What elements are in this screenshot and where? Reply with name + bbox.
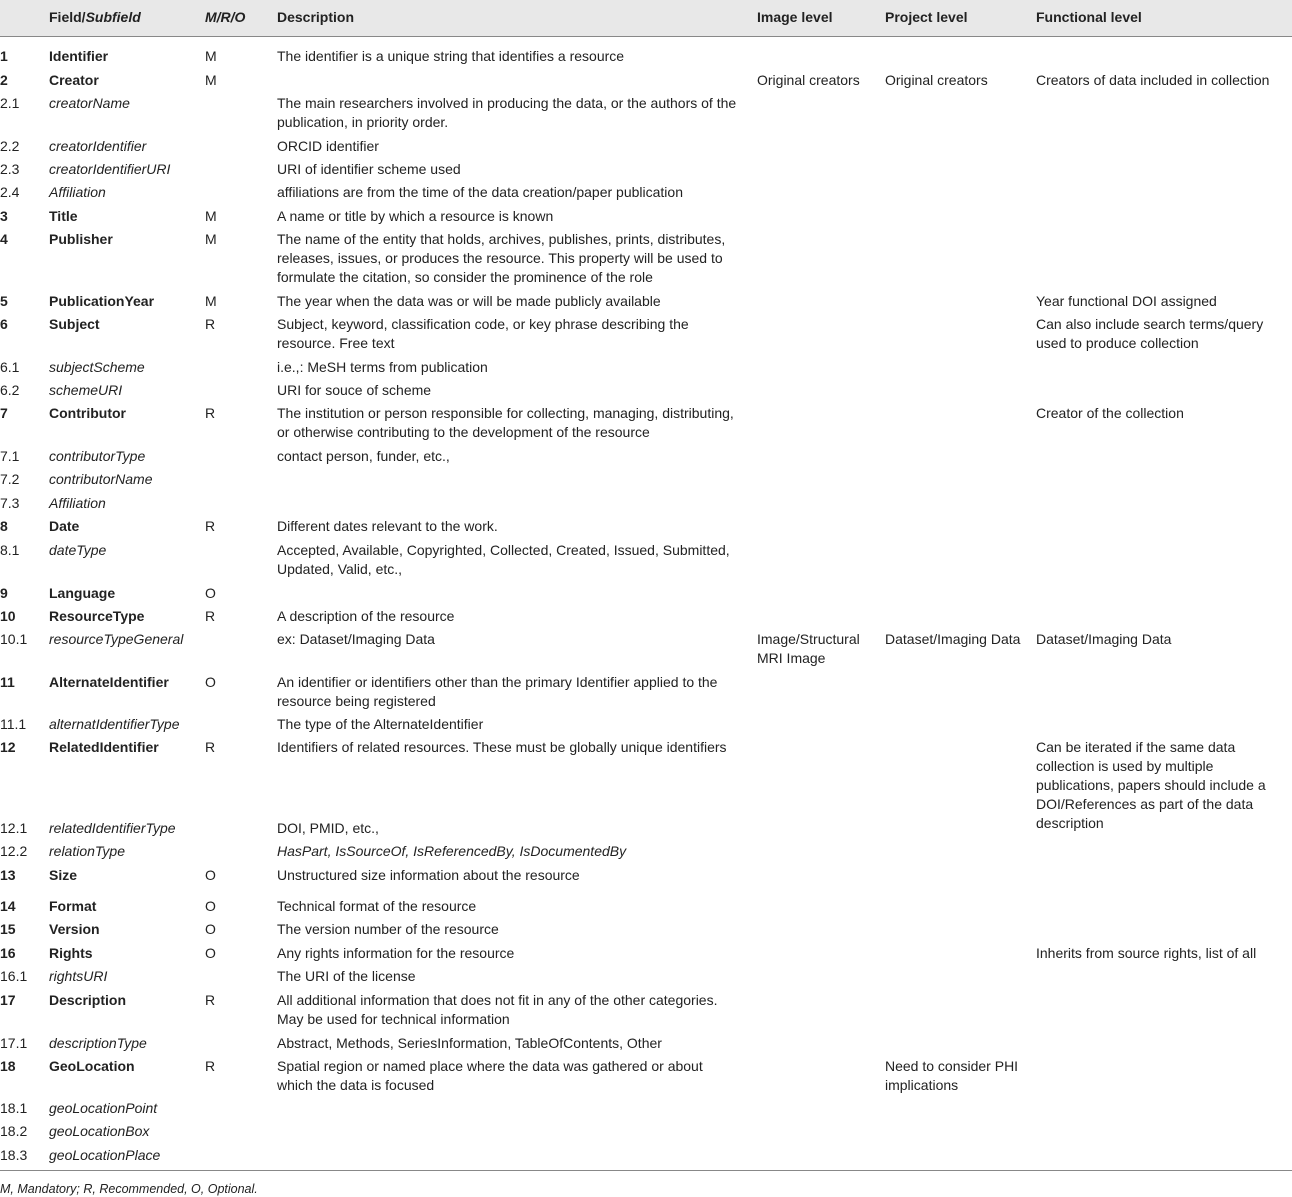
cell-num: 16.1 — [0, 968, 28, 984]
cell-field: contributorName — [49, 471, 153, 487]
cell-field: relatedIdentifierType — [49, 820, 176, 836]
cell-field: Publisher — [49, 231, 113, 247]
cell-num: 8.1 — [0, 542, 20, 558]
header-functional-level: Functional level — [1036, 9, 1142, 25]
table-bottom-rule — [0, 1170, 1292, 1171]
cell-field: Creator — [49, 72, 99, 88]
cell-mro: R — [205, 739, 216, 755]
cell-field: Format — [49, 898, 97, 914]
cell-desc: Technical format of the resource — [277, 898, 477, 914]
cell-field: dateType — [49, 542, 107, 558]
cell-func: Year functional DOI assigned — [1036, 293, 1217, 309]
cell-desc: A description of the resource — [277, 608, 455, 624]
cell-img: Original creators — [757, 72, 860, 88]
cell-field: Title — [49, 208, 78, 224]
cell-field: rightsURI — [49, 968, 108, 984]
cell-field: Identifier — [49, 48, 109, 64]
header-mro: M/R/O — [205, 9, 246, 25]
cell-desc: An identifier or identifiers other than the primary Identifier applied to the resource being registered — [277, 674, 718, 709]
cell-mro: R — [205, 608, 216, 624]
cell-field: contributorType — [49, 448, 146, 464]
cell-field: Description — [49, 992, 127, 1008]
table-header — [0, 0, 1292, 37]
cell-num: 17 — [0, 992, 16, 1008]
cell-proj: Original creators — [885, 72, 988, 88]
cell-desc: Accepted, Available, Copyrighted, Collected, Created, Issued, Submitted, Updated, Valid, etc., — [277, 542, 730, 577]
cell-num: 6.1 — [0, 359, 20, 375]
cell-num: 7.3 — [0, 495, 20, 511]
cell-num: 18.3 — [0, 1147, 28, 1163]
cell-field: alternatIdentifierType — [49, 716, 180, 732]
cell-mro: M — [205, 208, 217, 224]
header-project-level: Project level — [885, 9, 968, 25]
cell-field: creatorIdentifierURI — [49, 161, 171, 177]
cell-field: descriptionType — [49, 1035, 147, 1051]
cell-mro: R — [205, 1058, 216, 1074]
cell-desc: Identifiers of related resources. These must be globally unique identifiers — [277, 739, 727, 755]
cell-num: 13 — [0, 867, 16, 883]
cell-num: 2.1 — [0, 95, 20, 111]
cell-mro: R — [205, 405, 216, 421]
cell-num: 6 — [0, 316, 8, 332]
cell-num: 3 — [0, 208, 8, 224]
cell-desc: Spatial region or named place where the data was gathered or about which the data is focused — [277, 1058, 703, 1093]
cell-func: Can be iterated if the same data collection is used by multiple publications, papers should include a DOI/References as part of the data description — [1036, 739, 1266, 831]
cell-field: ResourceType — [49, 608, 145, 624]
cell-field: relationType — [49, 843, 126, 859]
cell-num: 12.1 — [0, 820, 28, 836]
cell-desc: The identifier is a unique string that identifies a resource — [277, 48, 625, 64]
cell-num: 4 — [0, 231, 8, 247]
cell-field: Contributor — [49, 405, 126, 421]
cell-num: 7 — [0, 405, 8, 421]
cell-field: subjectScheme — [49, 359, 145, 375]
cell-num: 18 — [0, 1058, 16, 1074]
cell-mro: M — [205, 72, 217, 88]
cell-mro: O — [205, 921, 216, 937]
cell-desc: The main researchers involved in producing the data, or the authors of the publication, in priority order. — [277, 95, 737, 130]
cell-num: 2.3 — [0, 161, 20, 177]
cell-proj: Dataset/Imaging Data — [885, 631, 1021, 647]
cell-field: Size — [49, 867, 78, 883]
cell-desc: The type of the AlternateIdentifier — [277, 716, 484, 732]
cell-desc: Unstructured size information about the resource — [277, 867, 580, 883]
cell-num: 7.1 — [0, 448, 20, 464]
cell-desc: Different dates relevant to the work. — [277, 518, 498, 534]
cell-desc: The version number of the resource — [277, 921, 499, 937]
cell-desc: contact person, funder, etc., — [277, 448, 450, 464]
cell-field: Subject — [49, 316, 100, 332]
cell-img: Image/Structural MRI Image — [757, 631, 860, 666]
cell-num: 6.2 — [0, 382, 20, 398]
cell-field: Version — [49, 921, 100, 937]
cell-num: 12 — [0, 739, 16, 755]
header-description: Description — [277, 9, 355, 25]
cell-field: schemeURI — [49, 382, 123, 398]
cell-field: RelatedIdentifier — [49, 739, 159, 755]
cell-mro: M — [205, 48, 217, 64]
cell-desc: Abstract, Methods, SeriesInformation, TableOfContents, Other — [277, 1035, 662, 1051]
cell-field: Date — [49, 518, 80, 534]
cell-num: 14 — [0, 898, 16, 914]
table-footnote: M, Mandatory; R, Recommended, O, Optional. — [0, 1182, 258, 1196]
cell-field: Affiliation — [49, 184, 106, 200]
cell-desc: The name of the entity that holds, archives, publishes, prints, distributes, releases, issues, or produces the resource. This property will be used to formulate the citation, so consider the prominence of the role — [277, 231, 726, 285]
cell-desc: The year when the data was or will be made publicly available — [277, 293, 661, 309]
cell-mro: O — [205, 945, 216, 961]
cell-num: 8 — [0, 518, 8, 534]
cell-desc: Subject, keyword, classification code, or key phrase describing the resource. Free text — [277, 316, 689, 351]
cell-num: 10.1 — [0, 631, 28, 647]
cell-desc: i.e.,: MeSH terms from publication — [277, 359, 488, 375]
cell-desc: URI of identifier scheme used — [277, 161, 461, 177]
header-image-level: Image level — [757, 9, 833, 25]
cell-desc: URI for souce of scheme — [277, 382, 432, 398]
cell-mro: O — [205, 674, 216, 690]
cell-desc: A name or title by which a resource is known — [277, 208, 554, 224]
cell-num: 2.2 — [0, 138, 20, 154]
cell-num: 5 — [0, 293, 8, 309]
cell-num: 17.1 — [0, 1035, 28, 1051]
cell-field: geoLocationBox — [49, 1123, 150, 1139]
cell-num: 10 — [0, 608, 16, 624]
cell-num: 18.2 — [0, 1123, 28, 1139]
cell-mro: R — [205, 992, 216, 1008]
cell-num: 9 — [0, 585, 8, 601]
cell-mro: M — [205, 293, 217, 309]
cell-num: 11 — [0, 674, 15, 690]
cell-num: 11.1 — [0, 716, 27, 732]
cell-mro: R — [205, 518, 216, 534]
cell-field: PublicationYear — [49, 293, 155, 309]
cell-func: Creators of data included in collection — [1036, 72, 1270, 88]
cell-desc: The institution or person responsible for collecting, managing, distributing, or otherwise contributing to the development of the resource — [277, 405, 734, 440]
cell-num: 18.1 — [0, 1100, 28, 1116]
cell-field: geoLocationPoint — [49, 1100, 158, 1116]
cell-desc: Any rights information for the resource — [277, 945, 515, 961]
cell-desc: DOI, PMID, etc., — [277, 820, 379, 836]
cell-num: 2 — [0, 72, 8, 88]
cell-field: geoLocationPlace — [49, 1147, 161, 1163]
cell-field: GeoLocation — [49, 1058, 135, 1074]
cell-desc: affiliations are from the time of the data creation/paper publication — [277, 184, 683, 200]
cell-desc: ORCID identifier — [277, 138, 379, 154]
cell-field: resourceTypeGeneral — [49, 631, 184, 647]
cell-func: Can also include search terms/query used to produce collection — [1036, 316, 1264, 351]
cell-desc: All additional information that does not fit in any of the other categories. May be used for technical information — [277, 992, 718, 1027]
cell-mro: M — [205, 231, 217, 247]
cell-field: Rights — [49, 945, 93, 961]
cell-mro: R — [205, 316, 216, 332]
cell-func: Inherits from source rights, list of all — [1036, 945, 1257, 961]
cell-field: Language — [49, 585, 116, 601]
cell-proj: Need to consider PHI implications — [885, 1058, 1019, 1093]
cell-desc: The URI of the license — [277, 968, 416, 984]
cell-num: 12.2 — [0, 843, 28, 859]
cell-func: Dataset/Imaging Data — [1036, 631, 1172, 647]
cell-num: 7.2 — [0, 471, 20, 487]
cell-field: AlternateIdentifier — [49, 674, 169, 690]
cell-field: creatorIdentifier — [49, 138, 147, 154]
cell-num: 1 — [0, 48, 8, 64]
cell-mro: O — [205, 585, 216, 601]
header-field: Field/Subfield — [49, 9, 141, 25]
cell-num: 16 — [0, 945, 16, 961]
cell-field: creatorName — [49, 95, 130, 111]
cell-mro: O — [205, 898, 216, 914]
cell-desc: HasPart, IsSourceOf, IsReferencedBy, IsDocumentedBy — [277, 843, 627, 859]
cell-num: 15 — [0, 921, 16, 937]
cell-desc: ex: Dataset/Imaging Data — [277, 631, 435, 647]
cell-num: 2.4 — [0, 184, 20, 200]
cell-field: Affiliation — [49, 495, 106, 511]
cell-mro: O — [205, 867, 216, 883]
cell-func: Creator of the collection — [1036, 405, 1184, 421]
